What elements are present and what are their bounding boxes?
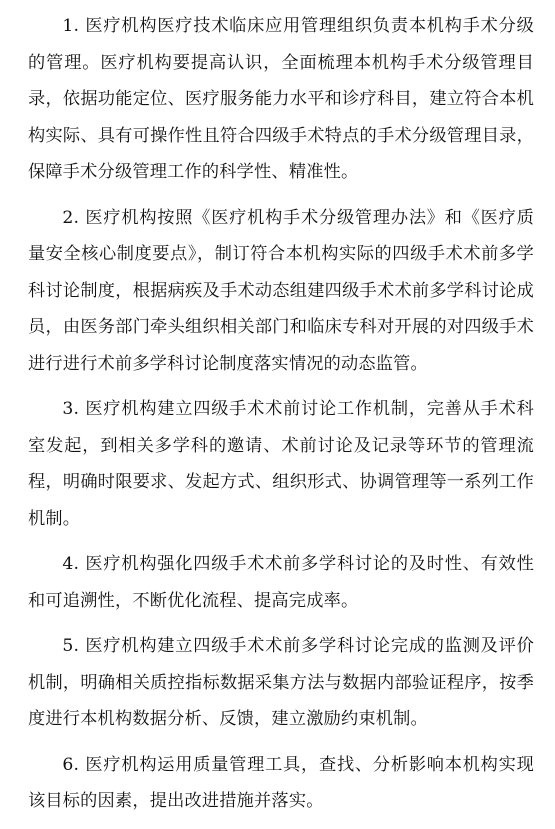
paragraph-2: 2. 医疗机构按照《医疗机构手术分级管理办法》和《医疗质量安全核心制度要点》，制订符合本机构实际的四级手术术前多学科讨论制度，根据病疾及手术动态组建四级手术术前多学科讨论成员，由医务部门牵头组织相关部门和临床专科对开展的对四级手术进行进行术前多学科讨论制度落实情况的动态监管。	[28, 207, 534, 374]
paragraph-5: 5. 医疗机构建立四级手术术前多学科讨论完成的监测及评价机制，明确相关质控指标数据采集方法与数据内部验证程序，按季度进行本机构数据分析、反馈，建立激励约束机制。	[28, 636, 534, 729]
paragraph-3: 3. 医疗机构建立四级手术术前讨论工作机制，完善从手术科室发起，到相关多学科的邀请、术前讨论及记录等环节的管理流程，明确时限要求、发起方式、组织形式、协调管理等一系列工作机制。	[28, 399, 534, 529]
paragraph-4: 4. 医疗机构强化四级手术术前多学科讨论的及时性、有效性和可追溯性，不断优化流程、提高完成率。	[28, 554, 534, 611]
paragraph-1: 1. 医疗机构医疗技术临床应用管理组织负责本机构手术分级的管理。医疗机构要提高认识，全面梳理本机构手术分级管理目录，依据功能定位、医疗服务能力水平和诊疗科目，建立符合本机构实际、具有可操作性且符合四级手术特点的手术分级管理目录，保障手术分级管理工作的科学性、精准性。	[28, 16, 534, 182]
paragraph-6: 6. 医疗机构运用质量管理工具，查找、分析影响本机构实现该目标的因素，提出改进措施并落实。	[28, 754, 534, 811]
document-body	[28, 8, 534, 829]
